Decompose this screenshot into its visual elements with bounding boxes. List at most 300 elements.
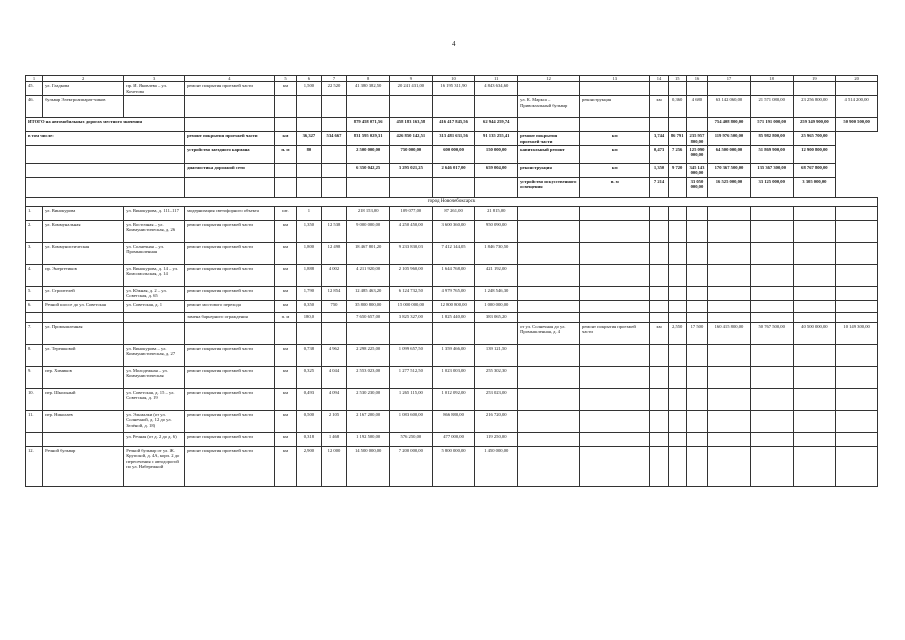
table-cell: 5 800 000,00 [432, 446, 475, 486]
table-cell: ремонт покрытия проезжей части [185, 220, 275, 242]
table-cell [686, 388, 707, 410]
table-cell: 1,790 [297, 286, 322, 300]
table-cell [124, 312, 185, 322]
table-cell [708, 344, 751, 366]
table-cell [580, 366, 650, 388]
table-cell: 5. [26, 286, 43, 300]
table-cell: ремонт покрытия проезжей части [185, 410, 275, 432]
table-cell: Речной бульвар от ул. Ж. Крупской, д. 4А, корп. 2 до пересечения с автодорогой по ул. Набережной [124, 446, 185, 486]
table-cell: 0,318 [297, 432, 322, 446]
table-cell: 7 200 000,00 [390, 446, 433, 486]
table-cell: 2,900 [297, 446, 322, 486]
table-cell: 4 514 200,00 [836, 96, 878, 118]
table-cell: 1,800 [297, 242, 322, 264]
table-cell: 4 979 765,00 [432, 286, 475, 300]
table-cell [580, 118, 650, 132]
table-cell: 35 800 800,00 [347, 300, 390, 312]
table-cell [708, 366, 751, 388]
table-cell [518, 264, 580, 286]
table-cell [124, 96, 185, 118]
table-cell: бульвар Электроаппарат-чиков [43, 96, 124, 118]
table-cell [793, 312, 836, 322]
table-cell: 3 295 021,25 [390, 164, 433, 178]
table-cell: 86 791 [668, 132, 686, 146]
table-row [26, 388, 878, 410]
table-cell [580, 300, 650, 312]
table-cell [650, 410, 668, 432]
table-cell: 1 [26, 76, 43, 82]
city-section-header [26, 197, 878, 206]
table-cell: 10 149 300,00 [836, 322, 878, 344]
table-cell [836, 446, 878, 486]
table-cell [686, 410, 707, 432]
table-cell: 3. [26, 242, 43, 264]
table-cell: 259 349 900,00 [793, 118, 836, 132]
table-cell [650, 242, 668, 264]
table-cell [793, 410, 836, 432]
table-cell [518, 312, 580, 322]
table-cell: 2 553 023,00 [347, 366, 390, 388]
table-cell [686, 366, 707, 388]
table-cell: 1,500 [297, 82, 322, 96]
table-cell: 119 976 500,00 [708, 132, 751, 146]
table-cell: 1 825 440,00 [432, 312, 475, 322]
table-cell [518, 410, 580, 432]
table-cell: реконструкция [518, 164, 580, 178]
table-row [26, 242, 878, 264]
table-cell: 12 000 [321, 446, 347, 486]
table-cell: 68 767 800,00 [793, 164, 836, 178]
table-cell: 10. [26, 388, 43, 410]
table-cell: 33 050 000,00 [686, 177, 707, 197]
table-cell: км [580, 164, 650, 178]
table-cell [518, 242, 580, 264]
table-row [26, 206, 878, 220]
table-cell: км [274, 264, 296, 286]
table-cell: ремонт покрытия проезжей части [185, 366, 275, 388]
table-cell: ул. Винокурова [43, 206, 124, 220]
table-cell: замена барьерного ограждения [185, 312, 275, 322]
table-cell [793, 366, 836, 388]
table-cell [668, 388, 686, 410]
table-cell: 50 767 500,00 [750, 322, 793, 344]
table-cell [650, 220, 668, 242]
table-cell [793, 206, 836, 220]
table-cell: ИТОГО на автомобильных дорогах местного значения [26, 118, 185, 132]
table-cell: 7 [321, 76, 347, 82]
table-cell: ул. Коммунистическая [43, 242, 124, 264]
table-cell [432, 177, 475, 197]
table-cell: ремонт покрытия проезжей части [185, 264, 275, 286]
table-cell [708, 432, 751, 446]
table-cell: 2 646 017,00 [432, 164, 475, 178]
table-cell [518, 432, 580, 446]
table-cell: 51 869 900,00 [750, 146, 793, 164]
table-cell [668, 344, 686, 366]
table-cell [750, 242, 793, 264]
table-cell: ремонт покрытия проезжей части [185, 446, 275, 486]
table-cell: 458 183 163,58 [390, 118, 433, 132]
table-row [26, 312, 878, 322]
table-cell [793, 220, 836, 242]
table-cell [836, 206, 878, 220]
table-cell [650, 286, 668, 300]
table-cell [274, 322, 296, 344]
table-cell: ремонт покрытия проезжей части [185, 432, 275, 446]
table-cell: 600 000,00 [432, 146, 475, 164]
table-row [26, 82, 878, 96]
table-cell: 4 094 [321, 388, 347, 410]
table-cell [686, 312, 707, 322]
table-cell: 12. [26, 446, 43, 486]
table-cell: 4 962 [321, 344, 347, 366]
table-cell [297, 164, 322, 178]
table-cell: устройство искусственного освещения [518, 177, 580, 197]
table-cell: 3 [124, 76, 185, 82]
table-cell [347, 96, 390, 118]
table-cell [580, 206, 650, 220]
table-cell [668, 177, 686, 197]
table-cell [580, 242, 650, 264]
table-cell: ул. Винокурова – ул. Коммунистическая, д. 27 [124, 344, 185, 366]
table-cell: 0,473 [650, 146, 668, 164]
table-cell [836, 220, 878, 242]
table-cell: 12 800 800,00 [432, 300, 475, 312]
table-cell: ремонт покрытия проезжей части [185, 388, 275, 410]
table-cell: 7 412 144,05 [432, 242, 475, 264]
table-cell: 1. [26, 206, 43, 220]
table-cell [43, 312, 124, 322]
table-cell: 421 192,00 [475, 264, 518, 286]
table-cell: ул. Речная (от д. 2 до д. 6) [124, 432, 185, 446]
table-row [26, 300, 878, 312]
table-cell [518, 366, 580, 388]
table-cell: ремонт покрытия проезжей части [185, 344, 275, 366]
table-cell [708, 286, 751, 300]
table-cell: 754 408 800,00 [708, 118, 751, 132]
table-cell: пер. Школьный [43, 388, 124, 410]
table-cell: 6 124 732,50 [390, 286, 433, 300]
table-cell [580, 344, 650, 366]
table-cell [686, 206, 707, 220]
table-cell: Речной шоссе до ул. Советская [43, 300, 124, 312]
table-cell: ул. Молодежная – ул. Коммунистическая [124, 366, 185, 388]
table-cell: ул. К. Маркса – Привокзальный бульвар [518, 96, 580, 118]
table-cell [580, 220, 650, 242]
table-cell: 7 256 [668, 146, 686, 164]
table-cell: 15 [668, 76, 686, 82]
table-cell [390, 96, 433, 118]
table-row [26, 410, 878, 432]
table-cell [668, 242, 686, 264]
table-cell: 1 192 500,00 [347, 432, 390, 446]
table-cell: ул. Винокурова, д. 111–117 [124, 206, 185, 220]
table-cell: км [650, 96, 668, 118]
table-cell [836, 344, 878, 366]
table-cell: 9. [26, 366, 43, 388]
table-cell: 17 [708, 76, 751, 82]
table-cell [580, 286, 650, 300]
table-cell: км [650, 322, 668, 344]
table-cell: 1 [297, 206, 322, 220]
table-cell: 750 [321, 300, 347, 312]
table-cell [668, 206, 686, 220]
table-cell: модернизация светофорного объекта [185, 206, 275, 220]
table-cell [580, 432, 650, 446]
table-cell [43, 432, 124, 446]
table-cell: 9 720 [668, 164, 686, 178]
table-cell: 1 099 657,50 [390, 344, 433, 366]
table-cell [750, 220, 793, 242]
table-cell: 1 023 003,00 [432, 366, 475, 388]
subtotal-row [26, 164, 878, 178]
table-cell: 40 500 000,00 [793, 322, 836, 344]
table-cell [708, 312, 751, 322]
table-cell [750, 312, 793, 322]
table-cell [686, 220, 707, 242]
table-cell [650, 264, 668, 286]
table-cell: 2. [26, 220, 43, 242]
table-cell: 1 846 730,50 [475, 242, 518, 264]
table-cell: 0,325 [297, 366, 322, 388]
table-cell: 1 248 546,30 [475, 286, 518, 300]
total-row [26, 118, 878, 132]
table-cell [668, 312, 686, 322]
table-cell: п. м [580, 177, 650, 197]
table-cell: ул. Южная, д. 2 – ул. Советская, д. 65 [124, 286, 185, 300]
table-cell: 534 667 [321, 132, 347, 146]
table-cell: 125 090 000,00 [686, 146, 707, 164]
table-cell [432, 96, 475, 118]
table-cell: 150 000,00 [475, 146, 518, 164]
table-cell: 119 250,00 [475, 432, 518, 446]
table-cell [518, 220, 580, 242]
table-cell: 477 000,00 [432, 432, 475, 446]
table-cell [686, 300, 707, 312]
table-cell: 109 077,00 [390, 206, 433, 220]
table-cell [708, 300, 751, 312]
table-cell: 62 944 259,74 [475, 118, 518, 132]
table-cell: ремонт покрытия проезжей части [185, 82, 275, 96]
table-cell: 4 211 920,00 [347, 264, 390, 286]
table-cell [668, 264, 686, 286]
table-cell [321, 118, 347, 132]
table-row [26, 446, 878, 486]
table-cell: км [274, 82, 296, 96]
table-cell: п. м [274, 146, 296, 164]
table-cell [475, 96, 518, 118]
table-cell [580, 446, 650, 486]
table-cell: 87 261,00 [432, 206, 475, 220]
table-cell [750, 410, 793, 432]
table-cell: ремонт покрытия проезжей части [185, 286, 275, 300]
table-cell [708, 220, 751, 242]
table-cell: от ул. Солнечная до ул. Промышленная, д. 4 [518, 322, 580, 344]
table-cell: 22 520 [321, 82, 347, 96]
table-cell [668, 366, 686, 388]
table-cell: 4. [26, 264, 43, 286]
road-works-table [25, 75, 878, 487]
table-cell [297, 118, 322, 132]
table-cell [668, 300, 686, 312]
table-cell: ул. Терешковой [43, 344, 124, 366]
table-cell: 879 458 071,56 [347, 118, 390, 132]
table-cell [580, 312, 650, 322]
table-cell: ул. Советская, д. 1 [124, 300, 185, 312]
table-cell [26, 164, 185, 178]
table-cell: 1,888 [297, 264, 322, 286]
table-cell [321, 164, 347, 178]
table-cell: ул. Промышленная [43, 322, 124, 344]
table-cell: 1 450 000,00 [475, 446, 518, 486]
table-cell [390, 322, 433, 344]
table-cell: 2 530 230,00 [347, 388, 390, 410]
table-cell [750, 286, 793, 300]
table-cell [297, 322, 322, 344]
table-cell: 2 167 200,00 [347, 410, 390, 432]
table-cell [686, 264, 707, 286]
table-cell [793, 432, 836, 446]
table-cell: 216 720,00 [475, 410, 518, 432]
table-cell: пр. И. Яковлева – ул. Кочетова [124, 82, 185, 96]
table-cell [650, 312, 668, 322]
table-cell [668, 410, 686, 432]
table-cell [650, 388, 668, 410]
table-cell [708, 446, 751, 486]
table-cell [321, 177, 347, 197]
table-cell: 2 105 960,00 [390, 264, 433, 286]
table-cell: 64 500 000,00 [708, 146, 751, 164]
table-cell: 12 [518, 76, 580, 82]
table-cell: ул. Эльмалки (от ул. Солнечной, д. 12 до ул. Зелёной, д. 18) [124, 410, 185, 432]
table-cell: 20 [836, 76, 878, 82]
table-cell: 3,744 [650, 132, 668, 146]
table-cell [297, 96, 322, 118]
table-cell [321, 146, 347, 164]
table-cell: 12 900 800,00 [793, 146, 836, 164]
table-cell [580, 264, 650, 286]
table-cell [793, 242, 836, 264]
table-cell: 5 [274, 76, 296, 82]
table-cell [750, 344, 793, 366]
table-cell [518, 82, 580, 96]
table-cell: 18 467 801,20 [347, 242, 390, 264]
table-cell: 20 241 431,00 [390, 82, 433, 96]
table-cell: 235 957 800,00 [686, 132, 707, 146]
table-cell: км [274, 344, 296, 366]
table-row [26, 344, 878, 366]
table-cell [580, 82, 650, 96]
table-cell: 25 965 700,00 [793, 132, 836, 146]
table-cell: 23 256 800,00 [793, 96, 836, 118]
table-row [26, 286, 878, 300]
table-cell: 6. [26, 300, 43, 312]
table-cell: в том числе: [26, 132, 185, 146]
table-cell: 14 500 000,00 [347, 446, 390, 486]
table-cell [708, 410, 751, 432]
table-cell [650, 206, 668, 220]
table-cell [518, 286, 580, 300]
table-cell [708, 242, 751, 264]
table-cell: 45. [26, 82, 43, 96]
table-cell: 16 [686, 76, 707, 82]
table-cell [836, 432, 878, 446]
table-cell: 9 233 830,03 [390, 242, 433, 264]
table-cell [668, 118, 686, 132]
table-cell [321, 322, 347, 344]
page-number: 4 [452, 40, 456, 48]
table-cell: ремонт мостового перехода [185, 300, 275, 312]
table-cell: 576 250,00 [390, 432, 433, 446]
table-cell: 160 415 800,00 [708, 322, 751, 344]
table-cell: 170 367 500,00 [708, 164, 751, 178]
table-cell [432, 322, 475, 344]
table-cell: км [274, 388, 296, 410]
table-cell [793, 286, 836, 300]
subtotal-row [26, 177, 878, 197]
table-cell: 19 [793, 76, 836, 82]
table-row [26, 96, 878, 118]
table-cell: 17 500 [686, 322, 707, 344]
table-cell [274, 177, 296, 197]
table-cell: 8 [347, 76, 390, 82]
table-cell [347, 177, 390, 197]
table-cell: 91 135 255,41 [475, 132, 518, 146]
table-cell [518, 446, 580, 486]
table-cell [650, 446, 668, 486]
table-cell: 253 023,00 [475, 388, 518, 410]
table-cell [836, 82, 878, 96]
table-cell: ремонт покрытия проезжей части [518, 132, 580, 146]
table-cell [793, 388, 836, 410]
table-cell [274, 96, 296, 118]
table-cell: 1 277 512,50 [390, 366, 433, 388]
table-cell [836, 312, 878, 322]
table-cell: 1 000 000,00 [475, 300, 518, 312]
table-cell [686, 286, 707, 300]
table-cell: 3 825 327,00 [390, 312, 433, 322]
table-cell: 12 538 [321, 220, 347, 242]
table-cell: 9 000 000,00 [347, 220, 390, 242]
table-cell [708, 82, 751, 96]
table-cell: 0,350 [297, 300, 322, 312]
table-cell: 11 [475, 76, 518, 82]
table-cell: ул. Коммунальная [43, 220, 124, 242]
table-cell: 21 815,00 [475, 206, 518, 220]
table-cell: пер. Химиков [43, 366, 124, 388]
table-cell: ул. Строителей [43, 286, 124, 300]
table-cell [793, 344, 836, 366]
table-cell [518, 300, 580, 312]
table-cell: 21 571 080,00 [750, 96, 793, 118]
subtotal-row [26, 132, 878, 146]
table-cell [185, 96, 275, 118]
table-cell: км [274, 132, 296, 146]
table-cell: км [274, 446, 296, 486]
table-row [26, 264, 878, 286]
table-cell: км [580, 146, 650, 164]
table-cell [708, 206, 751, 220]
table-cell: п. м [274, 312, 296, 322]
table-cell: км [274, 366, 296, 388]
table-cell [26, 312, 43, 322]
table-cell: ул. Советская, д. 15 – ул. Советская, д. 19 [124, 388, 185, 410]
table-cell [518, 206, 580, 220]
table-cell: устройство заездного кармана [185, 146, 275, 164]
table-cell: 2 [43, 76, 124, 82]
table-cell [686, 344, 707, 366]
table-cell: 0,500 [297, 410, 322, 432]
